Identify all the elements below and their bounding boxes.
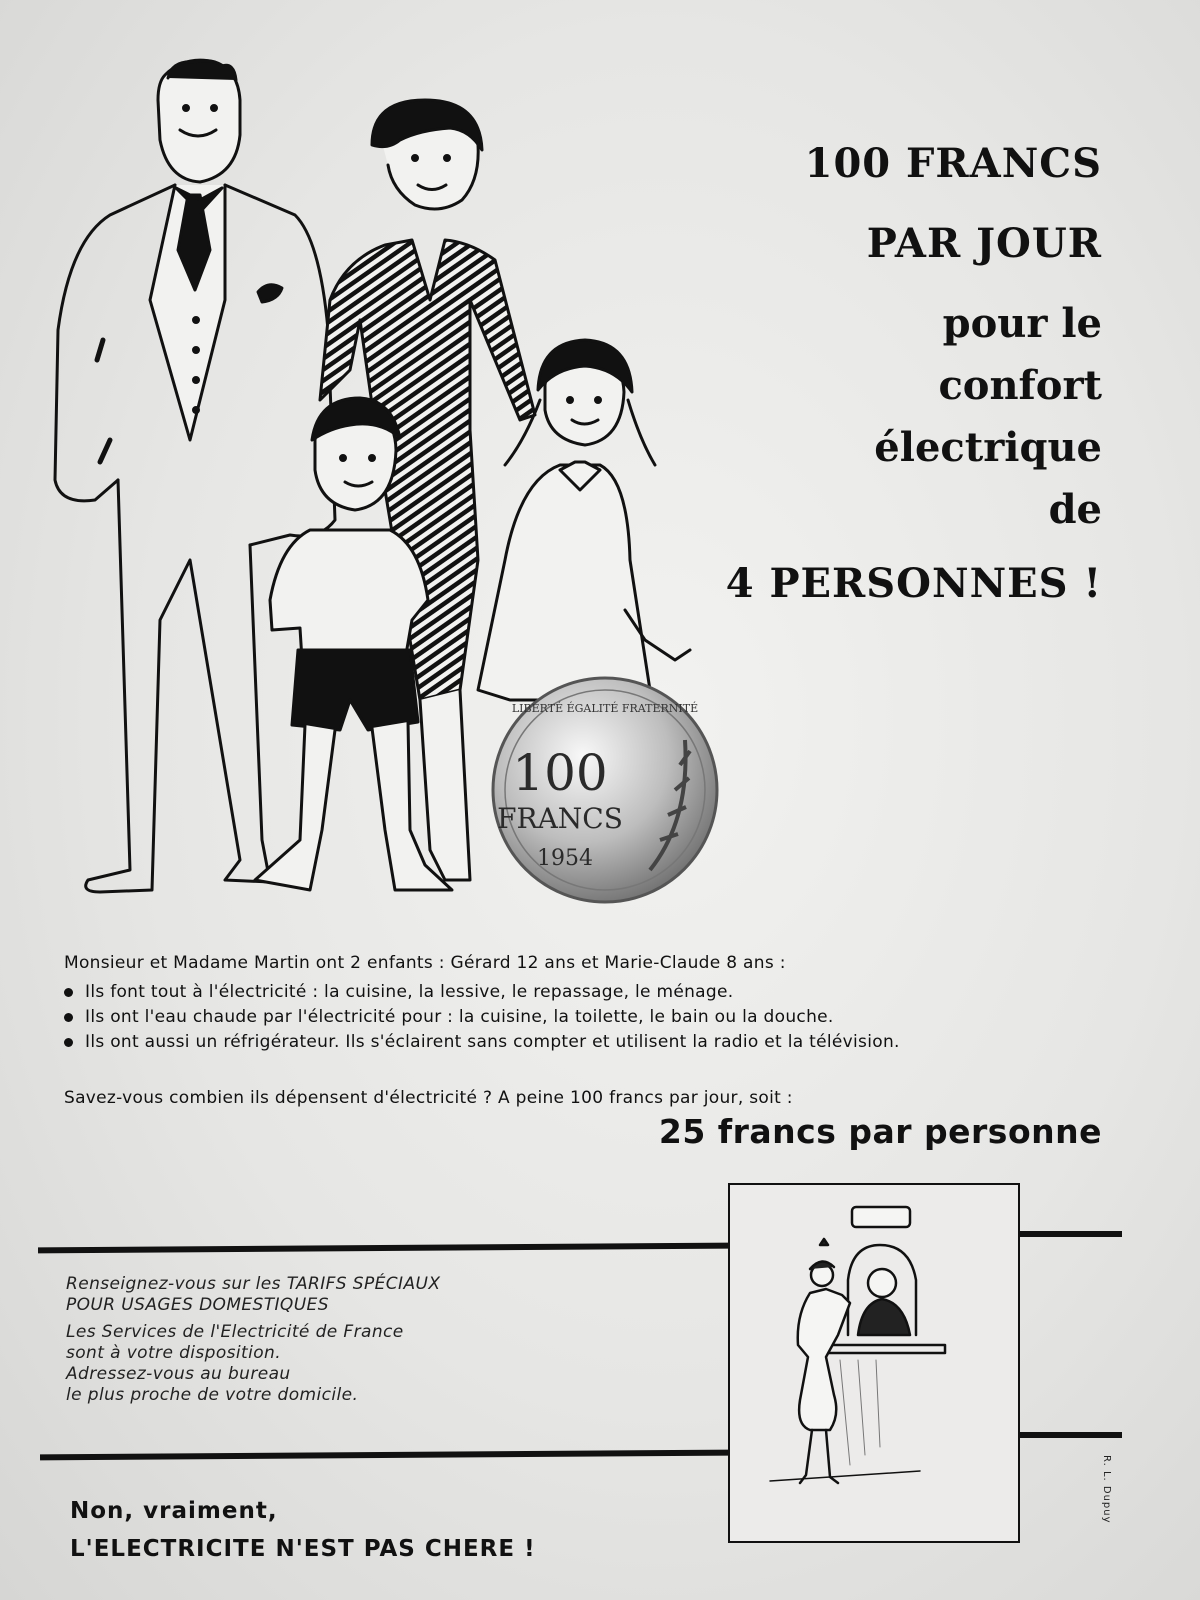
coin-value: 100	[512, 744, 608, 802]
headline-line-6: de	[1048, 486, 1102, 533]
counter-desk	[825, 1345, 945, 1353]
list-item	[64, 1032, 900, 1057]
desk-shadow	[840, 1360, 880, 1465]
woman-legs	[800, 1430, 838, 1483]
divider-top-left	[38, 1243, 730, 1254]
info-line-6: le plus proche de votre domicile.	[66, 1385, 359, 1405]
question-text: Savez-vous combien ils dépensent d'électricité ? A peine 100 francs par jour, soit :	[64, 1088, 793, 1108]
counter-illustration	[730, 1185, 1018, 1541]
list-item	[64, 982, 900, 1007]
woman-figure	[798, 1289, 850, 1430]
headline-line-3: pour le	[942, 300, 1102, 347]
info-line-4: sont à votre disposition.	[66, 1343, 282, 1363]
coin-top-text: LIBERTÉ ÉGALITÉ FRATERNITÉ	[511, 702, 699, 715]
bullet-icon	[64, 988, 73, 997]
clerk-head	[868, 1269, 896, 1297]
headline-line-2: PAR JOUR	[866, 220, 1102, 267]
headline-line-1: 100 FRANCS	[804, 140, 1102, 187]
bullet-list	[64, 982, 900, 1057]
divider-bottom-left	[40, 1450, 730, 1461]
slogan-line-2: L'ELECTRICITE N'EST PAS CHERE !	[70, 1536, 536, 1562]
list-item	[64, 1007, 900, 1032]
counter-illustration-frame	[728, 1183, 1020, 1543]
bullet-icon	[64, 1038, 73, 1047]
info-line-2: POUR USAGES DOMESTIQUES	[66, 1295, 329, 1315]
intro-text: Monsieur et Madame Martin ont 2 enfants : Gérard 12 ans et Marie-Claude 8 ans :	[64, 953, 786, 973]
headline-line-7: 4 PERSONNES !	[725, 560, 1102, 607]
heart-icon	[820, 1239, 828, 1245]
coin-unit: FRANCS	[497, 802, 623, 835]
bullet-text: Ils ont aussi un réfrigérateur. Ils s'éclairent sans compter et utilisent la radio et la télévision.	[85, 1032, 900, 1052]
bullet-text: Ils ont l'eau chaude par l'électricité pour : la cuisine, la toilette, le bain ou la douche.	[85, 1007, 834, 1027]
father-figure	[55, 60, 335, 892]
clerk-body	[858, 1299, 910, 1335]
per-person-price: 25 francs par personne	[658, 1112, 1102, 1151]
coin-year: 1954	[537, 846, 593, 871]
info-line-1: Renseignez-vous sur les TARIFS SPÉCIAUX	[66, 1274, 441, 1294]
counter-sign	[852, 1207, 910, 1227]
slogan	[70, 1492, 536, 1568]
coin-image	[493, 678, 717, 902]
info-line-5: Adressez-vous au bureau	[66, 1364, 291, 1384]
floor-line	[770, 1471, 920, 1481]
bullet-icon	[64, 1013, 73, 1022]
bullet-text: Ils font tout à l'électricité : la cuisine, la lessive, le repassage, le ménage.	[85, 982, 734, 1002]
artist-signature: R. L. Dupuy	[1101, 1455, 1112, 1524]
divider-bottom-right	[1016, 1432, 1122, 1438]
slogan-line-1: Non, vraiment,	[70, 1498, 278, 1524]
divider-top-right	[1016, 1231, 1122, 1237]
headline-line-5: électrique	[874, 424, 1102, 471]
info-line-3: Les Services de l'Electricité de France	[66, 1322, 404, 1342]
info-block	[66, 1274, 440, 1406]
headline-line-4: confort	[938, 362, 1102, 409]
